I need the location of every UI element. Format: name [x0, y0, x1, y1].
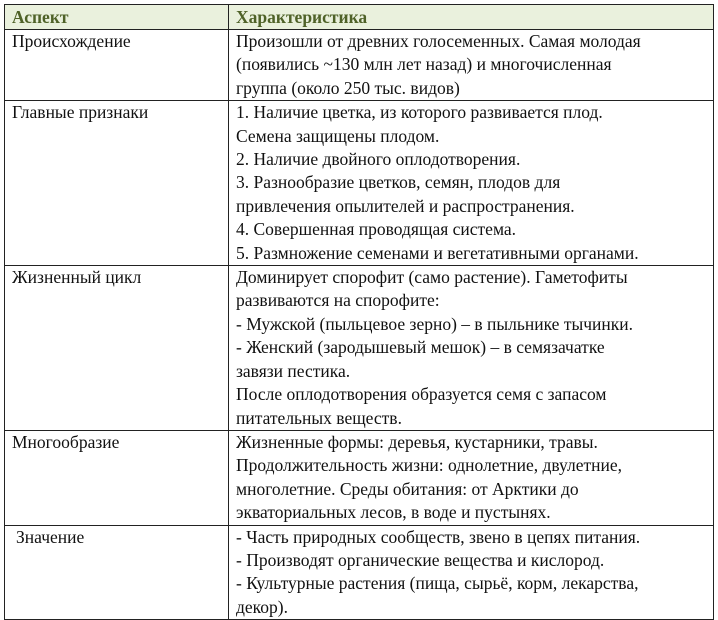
- text-line: развиваются на спорофите:: [236, 290, 440, 311]
- table-row: [5, 30, 714, 101]
- header-characteristic: Характеристика: [229, 5, 714, 30]
- table-row: [5, 430, 714, 525]
- aspect-cell: Жизненный цикл: [5, 266, 229, 431]
- table-header-row: [5, 5, 714, 30]
- characteristic-cell: [229, 30, 714, 101]
- text-line: (появились ~130 млн лет назад) и многочисленная: [236, 54, 612, 75]
- text-line: 4. Совершенная проводящая система.: [236, 219, 517, 240]
- table-row: [5, 101, 714, 266]
- text-line: 2. Наличие двойного оплодотворения.: [236, 149, 521, 170]
- aspect-cell: Многообразие: [5, 430, 229, 525]
- characteristic-cell: [229, 266, 714, 431]
- text-line: декор).: [236, 596, 288, 617]
- text-line: 1. Наличие цветка, из которого развивается плод.: [236, 102, 603, 123]
- text-line: экваториальных лесов, в воде и пустынях.: [236, 502, 551, 523]
- characteristic-cell: [229, 430, 714, 525]
- table-row: [5, 266, 714, 431]
- table-row: [5, 525, 714, 620]
- characteristic-cell: [229, 525, 714, 620]
- header-aspect: Аспект: [5, 5, 229, 30]
- aspect-cell: Главные признаки: [5, 101, 229, 266]
- aspect-cell: Значение: [5, 525, 229, 620]
- text-line: группа (около 250 тыс. видов): [236, 77, 460, 98]
- text-line: Жизненные формы: деревья, кустарники, травы.: [236, 431, 598, 452]
- text-line: многолетние. Среды обитания: от Арктики до: [236, 478, 579, 499]
- text-line: завязи пестика.: [236, 360, 351, 381]
- characteristic-cell: [229, 101, 714, 266]
- text-line: Доминирует спорофит (само растение). Гаметофиты: [236, 267, 628, 288]
- text-line: - Мужской (пыльцевое зерно) – в пыльнике тычинки.: [236, 313, 634, 334]
- text-line: Продолжительность жизни: однолетние, двулетние,: [236, 455, 623, 476]
- text-line: - Часть природных сообществ, звено в цепях питания.: [236, 526, 641, 547]
- text-line: привлечения опылителей и распространения.: [236, 195, 575, 216]
- angiosperms-table: [4, 4, 714, 620]
- text-line: питательных веществ.: [236, 407, 402, 428]
- text-line: - Культурные растения (пища, сырьё, корм, лекарства,: [236, 573, 639, 594]
- text-line: 5. Размножение семенами и вегетативными органами.: [236, 242, 639, 263]
- text-line: Произошли от древних голосеменных. Самая молодая: [236, 31, 641, 51]
- text-line: 3. Разнообразие цветков, семян, плодов для: [236, 172, 561, 193]
- text-line: - Производят органические вещества и кислород.: [236, 549, 605, 570]
- text-line: Семена защищены плодом.: [236, 125, 440, 146]
- aspect-cell: Происхождение: [5, 30, 229, 101]
- text-line: - Женский (зародышевый мешок) – в семязачатке: [236, 337, 605, 358]
- text-line: После оплодотворения образуется семя с запасом: [236, 384, 607, 405]
